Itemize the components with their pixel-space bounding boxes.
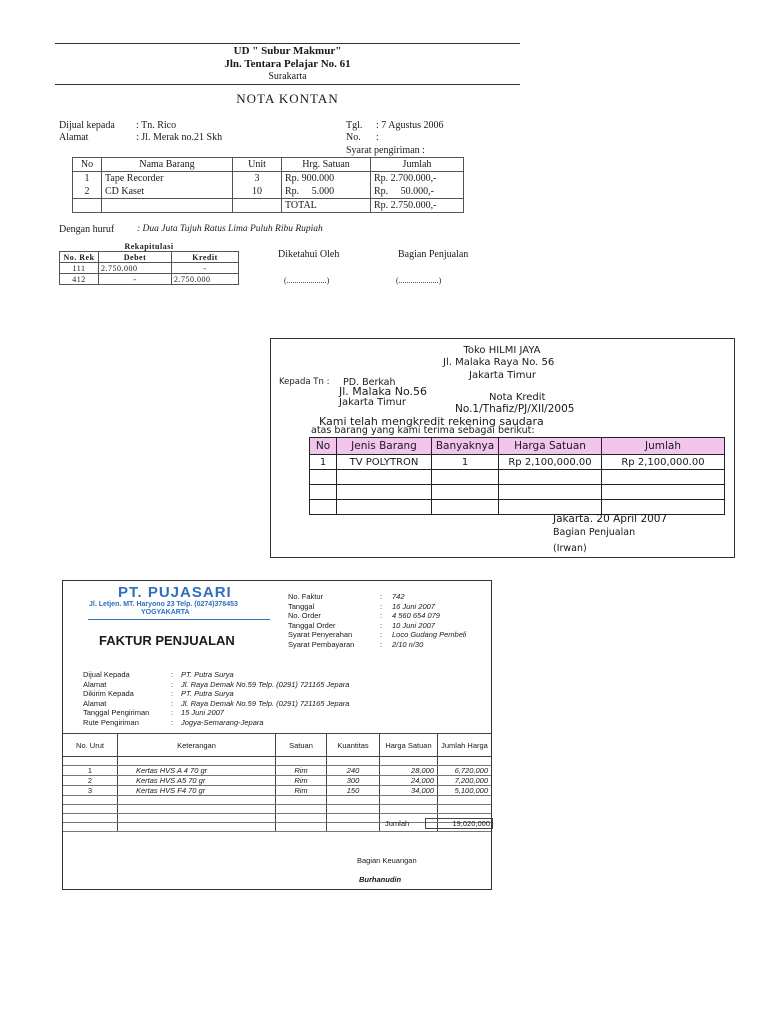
cell-no: 2 (63, 776, 118, 786)
col-no: No. Urut (63, 734, 118, 757)
col-item: Nama Barang (102, 158, 233, 172)
document-title: NOTA KONTAN (236, 91, 339, 106)
info-row: Dijual Kepada : PT. Putra Surya (83, 670, 234, 679)
buyer-block (83, 670, 349, 727)
signature-line-2: (....................) (396, 276, 442, 285)
col-unit: Unit (233, 158, 282, 172)
cell-no: 1 (63, 766, 118, 776)
recap-col-debit: Debet (99, 252, 172, 263)
total-label: TOTAL (282, 199, 371, 213)
cell-total: Rp 2,100,000.00 (602, 455, 725, 470)
col-total: Jumlah Harga (438, 734, 492, 757)
cell-desc: Kertas HVS F4 70 gr (118, 786, 276, 796)
col-price: Harga Satuan (380, 734, 438, 757)
company-city: YOGYAKARTA (141, 609, 190, 616)
cell-total: 6,720,000 (438, 766, 492, 776)
cell-empty (73, 199, 102, 213)
company-name: UD " Subur Makmur" (233, 45, 342, 57)
to-label: Kepada Tn : (279, 377, 330, 387)
cell-qty: 150 (327, 786, 380, 796)
total-value: 19,020,000 (425, 818, 493, 829)
nota-kredit-document (270, 338, 735, 558)
table-header-row (73, 158, 464, 172)
table-row (310, 470, 725, 485)
cell-item: TV POLYTRON (337, 455, 432, 470)
cell-price: Rp. 5.000 (282, 185, 371, 199)
cell-debit: - (99, 274, 172, 285)
date-value: : 7 Agustus 2006 (376, 120, 444, 131)
cell-item: CD Kaset (102, 185, 233, 199)
sold-to-value: : Tn. Rico (136, 120, 177, 131)
doc-number: No.1/Thafiz/PJ/XII/2005 (455, 403, 575, 415)
table-row (63, 757, 491, 766)
words-value: : Dua Juta Tujuh Ratus Lima Puluh Ribu Rupiah (137, 224, 323, 234)
cell-credit: 2.750.000 (172, 274, 239, 285)
table-row (63, 786, 491, 796)
cell-qty: 1 (432, 455, 499, 470)
col-item: Jenis Barang (337, 438, 432, 455)
total-row (73, 199, 464, 213)
info-row: Alamat : Jl. Raya Demak No.59 Telp. (0291) 721165 Jepara (83, 698, 350, 708)
table-header-row (310, 438, 725, 455)
cell-price: 34,000 (380, 786, 438, 796)
top-rule (55, 43, 520, 44)
table-row (73, 185, 464, 199)
cell-qty: 300 (327, 776, 380, 786)
col-total: Jumlah (602, 438, 725, 455)
place-date: Jakarta. 20 April 2007 (553, 513, 668, 525)
meta-block (288, 592, 466, 649)
cell-unit: 10 (233, 185, 282, 199)
header-rule (55, 84, 520, 85)
cell-rek: 412 (60, 274, 99, 285)
cell-unit: Rim (276, 776, 327, 786)
no-label: No. (346, 132, 361, 143)
signer-name: (Irwan) (553, 543, 587, 554)
logo-underline (88, 619, 270, 620)
table-row (60, 274, 239, 285)
shop-city: Jakarta Timur (469, 370, 536, 381)
company-city: Surakarta (268, 71, 307, 82)
meta-row: Syarat Pembayaran : 2/10 n/30 (288, 639, 424, 649)
intro-line-2: atas barang yang kami terima sebagai berikut: (311, 425, 535, 436)
doc-title: Nota Kredit (489, 392, 546, 403)
col-total: Jumlah (371, 158, 464, 172)
cell-unit: Rim (276, 766, 327, 776)
cell-unit: Rim (276, 786, 327, 796)
meta-row: Syarat Penyerahan : Loco Gudang Pembeli (288, 630, 467, 639)
recap-col-rek: No. Rek (60, 252, 99, 263)
col-desc: Keterangan (118, 734, 276, 757)
cell-no: 3 (63, 786, 118, 796)
recap-title: Rekapitulasi (60, 241, 239, 252)
col-qty: Kuantitas (327, 734, 380, 757)
meta-row: Tanggal Order : 10 Juni 2007 (288, 620, 435, 630)
cell-no: 1 (310, 455, 337, 470)
dept-label: Bagian Keuangan (357, 856, 417, 865)
cell-item: Tape Recorder (102, 172, 233, 186)
table-row (63, 796, 491, 805)
words-label: Dengan huruf (59, 224, 115, 235)
cell-unit: 3 (233, 172, 282, 186)
meta-row: No. Order : 4 560 654 079 (288, 611, 440, 620)
address-value: : Jl. Merak no.21 Skh (136, 132, 223, 143)
cell-total: Rp. 2.700.000,- (371, 172, 464, 186)
to-address-2: Jakarta Timur (339, 397, 406, 408)
address-label: Alamat (59, 132, 89, 143)
nota-kontan-document (0, 0, 768, 300)
items-table (72, 157, 464, 213)
table-row (73, 172, 464, 186)
col-no: No (73, 158, 102, 172)
faktur-penjualan-document (62, 580, 492, 890)
cell-total: Rp. 50.000,- (371, 185, 464, 199)
signer-name: Burhanudin (359, 875, 402, 884)
total-value: Rp. 2.750.000,- (371, 199, 464, 213)
recap-col-credit: Kredit (172, 252, 239, 263)
total-label: Jumlah (385, 819, 410, 828)
info-row: Rute Pengiriman : Jogya-Semarang-Jepara (83, 717, 264, 727)
cell-desc: Kertas HVS A 4 70 gr (118, 766, 276, 776)
shipping-label: Syarat pengiriman : (346, 145, 425, 156)
col-price: Harga Satuan (499, 438, 602, 455)
cell-credit: - (172, 263, 239, 274)
cell-rek: 111 (60, 263, 99, 274)
company-address: Jln. Tentara Pelajar No. 61 (224, 58, 351, 70)
company-address: Jl. Letjen. MT. Haryono 23 Telp. (0274)378453 (89, 601, 238, 608)
cell-qty: 240 (327, 766, 380, 776)
cell-desc: Kertas HVS A5 70 gr (118, 776, 276, 786)
company-name: PT. PUJASARI (118, 584, 232, 601)
items-table (309, 437, 725, 515)
meta-row: Tanggal : 16 Juni 2007 (288, 601, 435, 611)
table-row (310, 455, 725, 470)
recap-table (59, 241, 239, 285)
date-label: Tgl. (346, 120, 363, 131)
table-header-row (63, 734, 491, 757)
col-qty: Banyaknya (432, 438, 499, 455)
cell-price: 24,000 (380, 776, 438, 786)
col-no: No (310, 438, 337, 455)
info-row: Tanggal Pengiriman : 15 Juni 2007 (83, 708, 224, 717)
info-row: Dikirim Kepada : PT. Putra Surya (83, 689, 234, 698)
sales-dept-label: Bagian Penjualan (398, 249, 469, 260)
table-row (310, 485, 725, 500)
col-unit: Satuan (276, 734, 327, 757)
cell-empty (233, 199, 282, 213)
table-row (63, 805, 491, 814)
cell-price: Rp. 900.000 (282, 172, 371, 186)
meta-row: No. Faktur : 742 (288, 592, 405, 601)
cell-total: 5,100,000 (438, 786, 492, 796)
shop-name: Toko HILMI JAYA (463, 345, 541, 356)
col-price: Hrg. Satuan (282, 158, 371, 172)
sold-to-label: Dijual kepada (59, 120, 115, 131)
table-row (60, 263, 239, 274)
document-title: FAKTUR PENJUALAN (99, 633, 235, 648)
to-name: PD. Berkah (343, 377, 396, 388)
no-value: : (376, 132, 379, 143)
to-address-1: Jl. Malaka No.56 (339, 385, 427, 398)
cell-price: Rp 2,100,000.00 (499, 455, 602, 470)
table-row (63, 776, 491, 786)
dept-label: Bagian Penjualan (553, 527, 636, 538)
known-by-label: Diketahui Oleh (278, 249, 340, 260)
cell-total: 7,200,000 (438, 776, 492, 786)
cell-debit: 2.750.000 (99, 263, 172, 274)
intro-line-1: Kami telah mengkredit rekening saudara (319, 415, 544, 428)
cell-no: 2 (73, 185, 102, 199)
table-row (63, 766, 491, 776)
shop-address: Jl. Malaka Raya No. 56 (443, 357, 555, 368)
signature-line-1: (....................) (284, 276, 330, 285)
cell-no: 1 (73, 172, 102, 186)
info-row: Alamat : Jl. Raya Demak No.59 Telp. (0291) 721165 Jepara (83, 679, 350, 689)
cell-price: 28,000 (380, 766, 438, 776)
cell-empty (102, 199, 233, 213)
